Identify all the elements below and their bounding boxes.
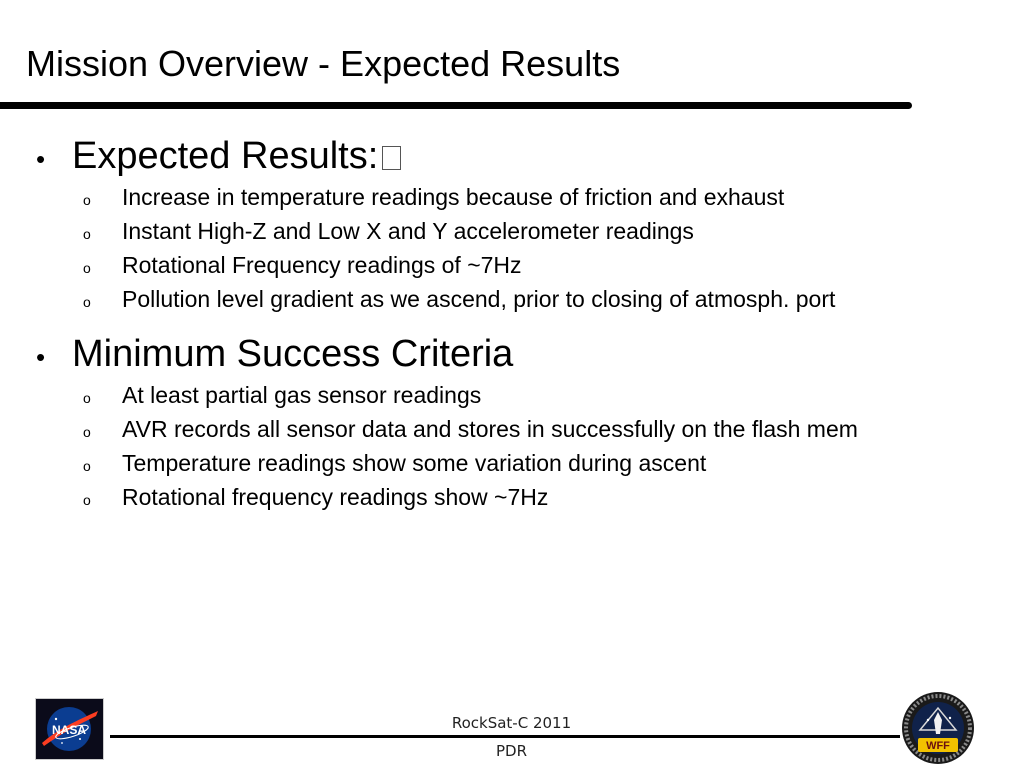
list-item-text: AVR records all sensor data and stores in successfully on the flash mem [122, 416, 858, 442]
section-minimum-success-criteria [36, 331, 858, 516]
sub-list [36, 182, 835, 318]
list-item [36, 216, 835, 250]
circle-bullet-icon: o [83, 458, 91, 474]
title-rule [0, 102, 912, 109]
missing-glyph-icon [382, 146, 401, 170]
circle-bullet-icon: o [83, 294, 91, 310]
list-item-text: Temperature readings show some variation during ascent [122, 450, 707, 476]
circle-bullet-icon: o [83, 424, 91, 440]
footer-program-name: RockSat-C 2011 [451, 714, 572, 732]
section-expected-results [36, 133, 835, 318]
bullet-icon: • [36, 144, 46, 174]
section-heading-text: Minimum Success Criteria [72, 333, 514, 375]
list-item-text: Instant High-Z and Low X and Y accelerometer readings [122, 218, 694, 244]
section-heading [36, 133, 835, 182]
wff-logo-text: WFF [926, 740, 950, 752]
footer-rule [110, 735, 900, 738]
list-item [36, 448, 858, 482]
list-item [36, 482, 858, 516]
section-heading [36, 331, 858, 380]
circle-bullet-icon: o [83, 390, 91, 406]
list-item [36, 250, 835, 284]
wff-patch-icon [900, 690, 976, 766]
circle-bullet-icon: o [83, 226, 91, 242]
list-item-text: Pollution level gradient as we ascend, prior to closing of atmosph. port [122, 286, 836, 312]
list-item-text: Rotational Frequency readings of ~7Hz [122, 252, 522, 278]
sub-list [36, 380, 858, 516]
list-item [36, 284, 835, 318]
bullet-icon: • [36, 342, 46, 372]
list-item-text: At least partial gas sensor readings [122, 382, 482, 408]
section-heading-text: Expected Results: [72, 135, 379, 177]
list-item-text: Increase in temperature readings because of friction and exhaust [122, 184, 785, 210]
list-item [36, 380, 858, 414]
circle-bullet-icon: o [83, 192, 91, 208]
list-item [36, 414, 858, 448]
list-item [36, 182, 835, 216]
circle-bullet-icon: o [83, 260, 91, 276]
list-item-text: Rotational frequency readings show ~7Hz [122, 484, 549, 510]
nasa-logo-text: NASA [51, 723, 87, 737]
slide-title: Mission Overview - Expected Results [26, 43, 621, 84]
circle-bullet-icon: o [83, 492, 91, 508]
footer-review-label: PDR [495, 742, 528, 760]
